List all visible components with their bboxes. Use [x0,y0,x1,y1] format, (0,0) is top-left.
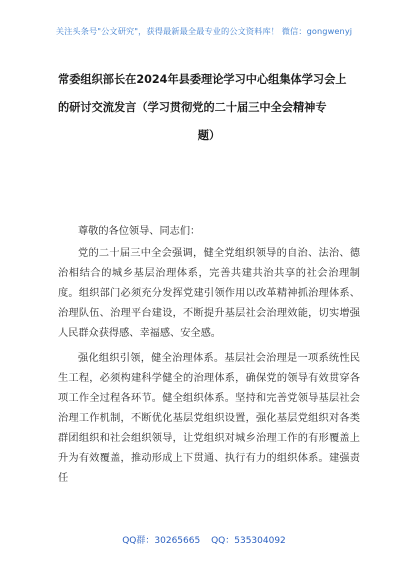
header-banner: 关注头条号"公文研究"，获得最新最全最专业的公文资料库！ 微信：gongwenyj [55,26,353,36]
paragraph-1: 党的二十届三中全会强调，健全党组织领导的自治、法治、德治相结合的城乡基层治理体系，完善共建共治共享的社会治理制度。组织部门必须充分发挥党建引领作用以改革精神抓治理体系、治理队伍、治理平台建设，不断提升基层社会治理效能，切实增强人民群众获得感、幸福感、安全感。 [58,248,360,340]
title-line-1: 常委组织部长在2024年县委理论学习中心组集体学习会上 [58,73,347,86]
document-body [58,222,360,493]
greeting: 尊敬的各位领导、同志们： [78,226,201,237]
title-line-2: 的研讨交流发言（学习贯彻党的二十届三中全会精神专 [58,101,327,114]
footer-qq: QQ：535304092 [211,536,286,546]
paragraph-2: 强化组织引领，健全治理体系。基层社会治理是一项系统性民生工程，必须构建科学健全的治理体系，确保党的领导有效贯穿各项工作全过程各环节。健全组织体系。坚持和完善党领导基层社会治理工作机制，不断优化基层党组织设置，强化基层党组织对各类群团组织和社会组织领导，让党组织对城乡治理工作的有形覆盖上升为有效覆盖，推动形成上下贯通、执行有力的组织体系。建强责任 [58,352,360,485]
footer-contact [0,533,408,546]
footer-qq-group: QQ群：30265665 [122,536,201,546]
title-line-3: 题） [197,129,221,142]
document-title [58,66,360,150]
